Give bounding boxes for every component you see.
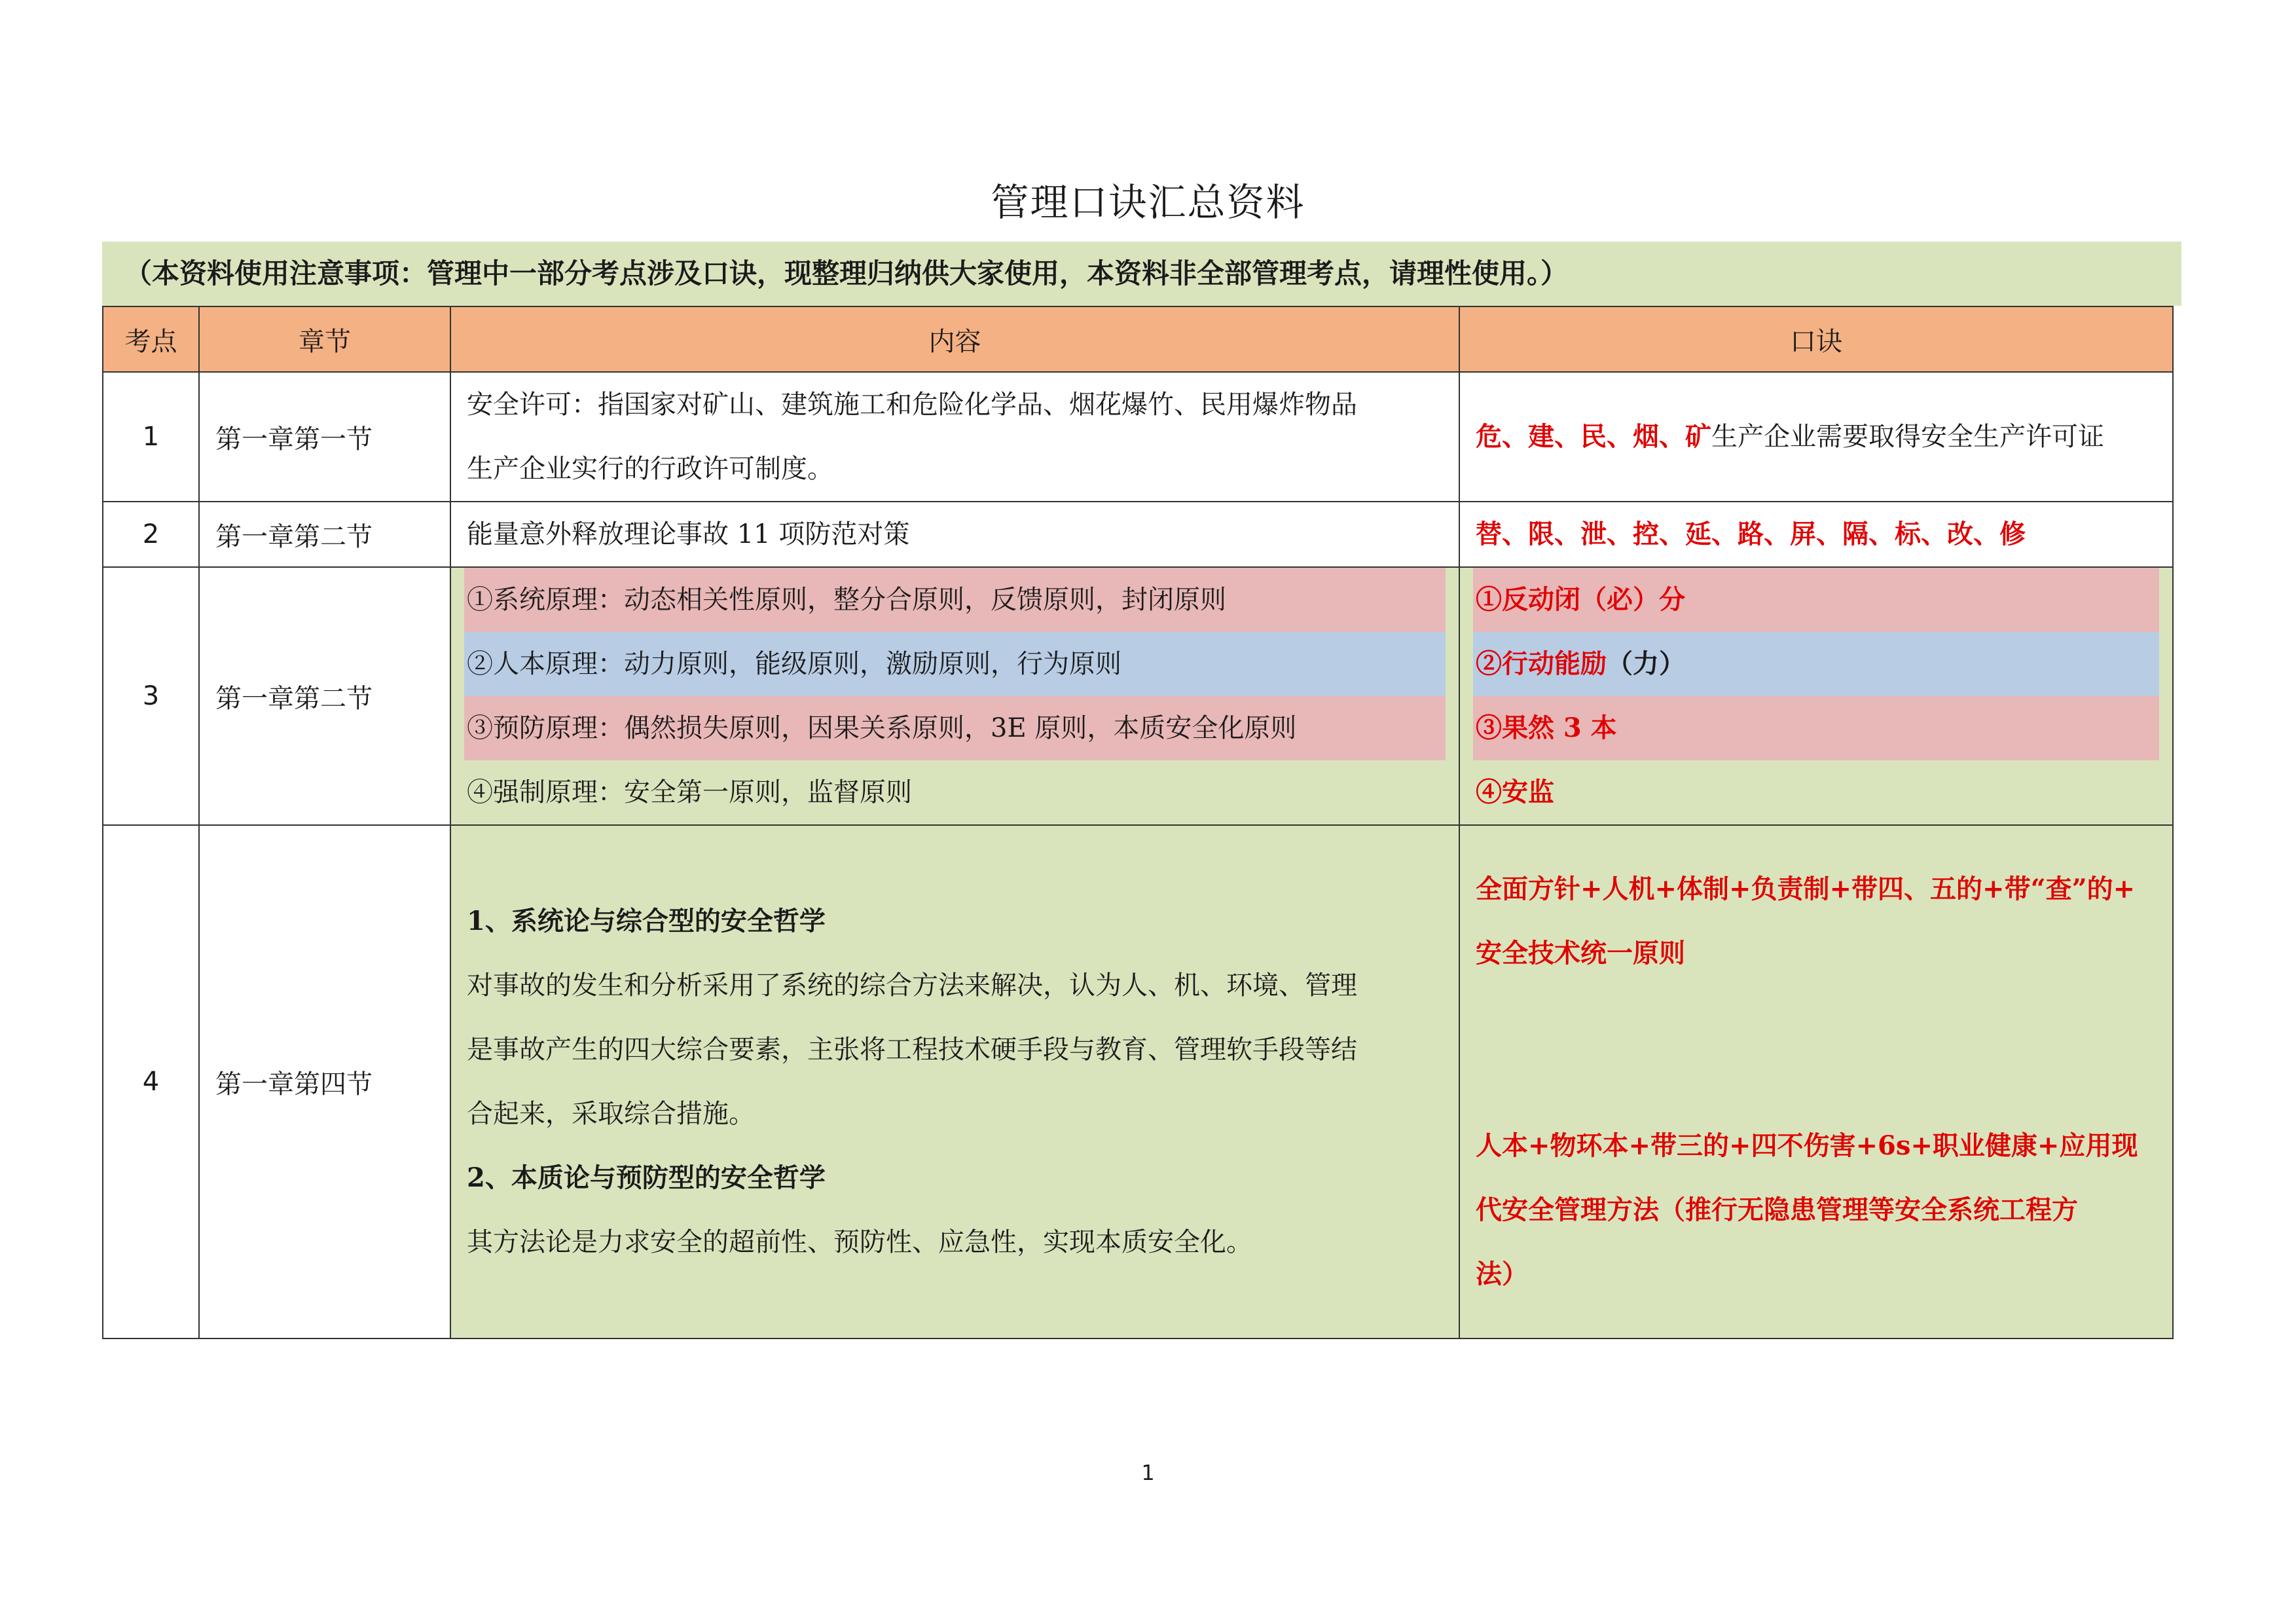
row-content [450,372,1459,502]
content-line: 是事故产生的四大综合要素，主张将工程技术硬手段与教育、管理软手段等结 [467,1035,1357,1065]
header-chapter: 章节 [199,306,450,372]
content-line: 2、本质论与预防型的安全哲学 [467,1162,826,1193]
content-line: 其方法论是力求安全的超前性、预防性、应急性，实现本质安全化。 [467,1227,1252,1257]
page-number: 1 [1141,1460,1155,1485]
row-number: 4 [103,825,199,1338]
table-row [103,825,2173,1338]
mnemonic-line: ③果然 3 本 [1473,696,2159,760]
mnemonic-text: 生产企业需要取得安全生产许可证 [1711,422,2104,452]
table-header-row [103,306,2173,372]
mnemonic-line: 全面方针+人机+体制+负责制+带四、五的+带“查”的+ [1476,874,2136,904]
mnemonic-line: 人本+物环本+带三的+四不伤害+6s+职业健康+应用现 [1476,1130,2138,1161]
row-mnemonic [1459,567,2173,825]
content-line: ①系统原理：动态相关性原则，整分合原则，反馈原则，封闭原则 [464,568,1446,632]
row-content [450,502,1459,567]
row-number: 3 [103,567,199,825]
row-mnemonic [1459,372,2173,502]
header-mnemonic: 口诀 [1459,306,2173,372]
content-line: 能量意外释放理论事故 11 项防范对策 [467,519,910,549]
content-line: ②人本原理：动力原则，能级原则，激励原则，行为原则 [464,632,1446,696]
table-row [103,502,2173,567]
mnemonic-line: 法） [1476,1259,1528,1289]
mnemonic-text: 替、限、泄、控、延、路、屏、隔、标、改、修 [1476,519,2026,549]
table-row [103,567,2173,825]
row-chapter: 第一章第一节 [199,372,450,502]
content-line: 1、系统论与综合型的安全哲学 [467,906,826,936]
mnemonic-line: ①反动闭（必）分 [1473,568,2159,632]
mnemonic-line: 代安全管理方法（推行无隐患管理等安全系统工程方 [1476,1194,2078,1225]
content-line: 对事故的发生和分析采用了系统的综合方法来解决，认为人、机、环境、管理 [467,970,1357,1001]
content-line: ④强制原理：安全第一原则，监督原则 [467,777,912,807]
row-number: 2 [103,502,199,567]
header-content: 内容 [450,306,1459,372]
row-content [450,567,1459,825]
row-mnemonic [1459,825,2173,1338]
row-chapter: 第一章第四节 [199,825,450,1338]
row-chapter: 第一章第二节 [199,502,450,567]
mnemonic-highlight: 危、建、民、烟、矿 [1476,421,1711,452]
content-line: 合起来，采取综合措施。 [467,1099,755,1129]
row-number: 1 [103,372,199,502]
row-content [450,825,1459,1338]
content-line: 生产企业实行的行政许可制度。 [467,454,833,484]
content-line: 安全许可：指国家对矿山、建筑施工和危险化学品、烟花爆竹、民用爆炸物品 [467,390,1357,420]
page-title: 管理口诀汇总资料 [991,180,1305,225]
row-mnemonic [1459,502,2173,567]
row-chapter: 第一章第二节 [199,567,450,825]
content-line: ③预防原理：偶然损失原则，因果关系原则，3E 原则，本质安全化原则 [464,696,1446,760]
mnemonic-line: ④安监 [1476,777,1554,807]
mnemonic-line: 安全技术统一原则 [1476,938,1685,969]
mnemonic-table [102,306,2174,1339]
mnemonic-line: ②行动能励 [1476,648,1607,679]
mnemonic-line: （力） [1607,648,1685,679]
header-point: 考点 [103,306,199,372]
usage-notice: （本资料使用注意事项：管理中一部分考点涉及口诀，现整理归纳供大家使用，本资料非全部管理考点，请理性使用。） [102,242,2181,306]
table-row [103,372,2173,502]
